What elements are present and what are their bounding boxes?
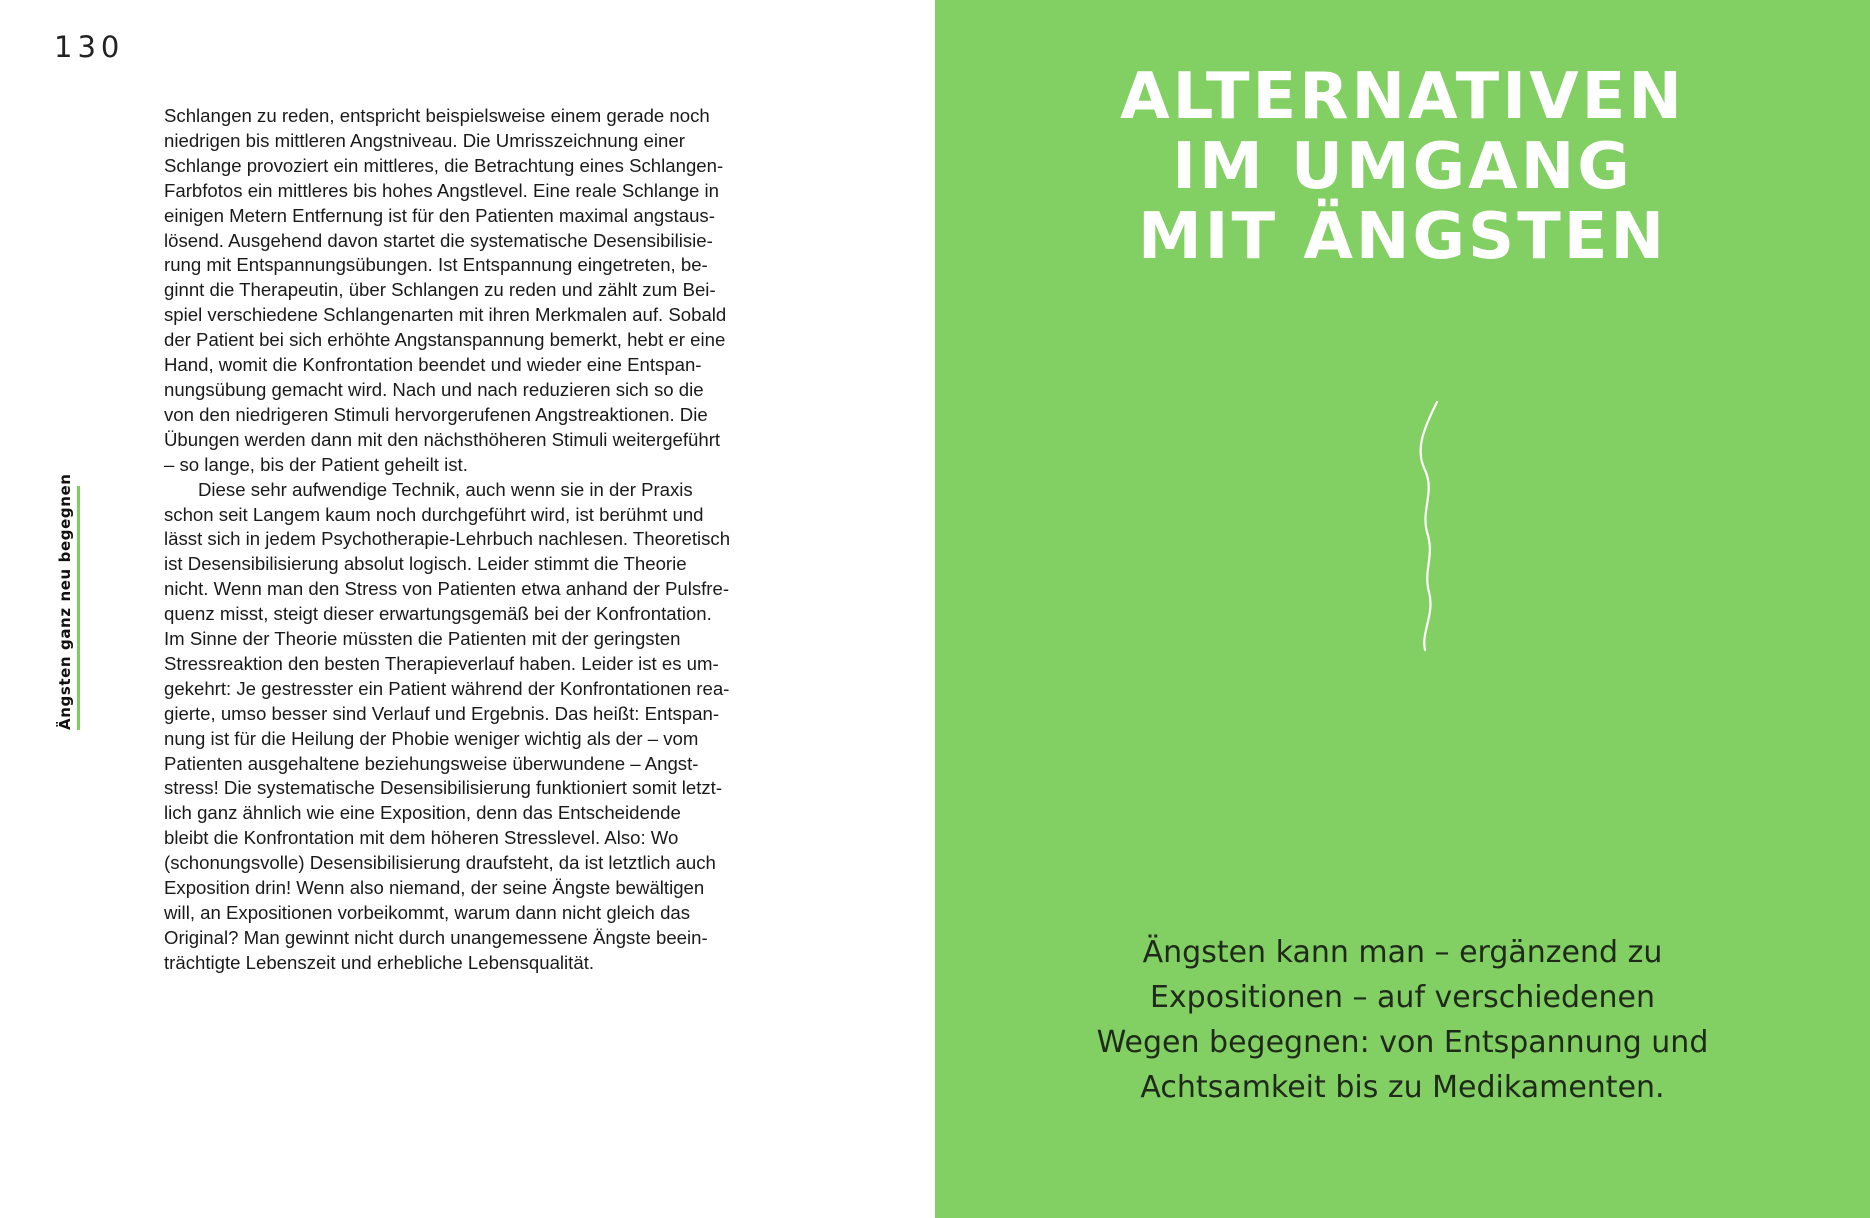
body-line: nicht. Wenn man den Stress von Patienten etwa anhand der Pulsfre- bbox=[164, 578, 730, 600]
teaser-line: Achtsamkeit bis zu Medikamenten. bbox=[1140, 1070, 1665, 1105]
body-line: Hand, womit die Konfrontation beendet und wieder eine Entspan- bbox=[164, 354, 702, 376]
right-page bbox=[935, 0, 1870, 1218]
body-line: der Patient bei sich erhöhte Angstanspannung bemerkt, hebt er eine bbox=[164, 329, 726, 351]
body-line: nung ist für die Heilung der Phobie weniger wichtig als der – vom bbox=[164, 727, 699, 749]
body-line: lösend. Ausgehend davon startet die systematische Desensibilisie- bbox=[164, 229, 713, 251]
body-line: will, an Expositionen vorbeikommt, warum dann nicht gleich das bbox=[164, 902, 691, 923]
body-line: spiel verschiedene Schlangenarten mit ihren Merkmalen auf. Sobald bbox=[164, 304, 727, 326]
body-line: niedrigen bis mittleren Angstniveau. Die Umrisszeichnung einer bbox=[164, 129, 685, 151]
body-line: ginnt die Therapeutin, über Schlangen zu reden und zählt zum Bei- bbox=[164, 279, 716, 301]
body-line: Original? Man gewinnt nicht durch unangemessene Ängste beein- bbox=[164, 926, 708, 948]
body-line: Schlangen zu reden, entspricht beispielsweise einem gerade noch bbox=[164, 105, 710, 126]
body-line: Schlange provoziert ein mittleres, die Betrachtung eines Schlangen- bbox=[164, 154, 724, 176]
body-line: stress! Die systematische Desensibilisierung funktioniert somit letzt- bbox=[164, 777, 723, 799]
running-head-vertical: Ängsten ganz neu begegnen bbox=[54, 486, 80, 730]
page-number: 130 bbox=[54, 30, 125, 64]
body-line: ist Desensibilisierung absolut logisch. Leider stimmt die Theorie bbox=[164, 553, 687, 575]
chapter-teaser bbox=[935, 930, 1870, 1110]
body-line: rung mit Entspannungsübungen. Ist Entspannung eingetreten, be- bbox=[164, 254, 708, 276]
chapter-title bbox=[935, 62, 1870, 272]
body-line: gekehrt: Je gestresster ein Patient während der Konfrontationen rea- bbox=[164, 677, 730, 699]
body-line: (schonungsvolle) Desensibilisierung draufsteht, da ist letztlich auch bbox=[164, 852, 716, 874]
body-line: Im Sinne der Theorie müssten die Patienten mit der geringsten bbox=[164, 628, 681, 650]
body-line: gierte, umso besser sind Verlauf und Ergebnis. Das heißt: Entspan- bbox=[164, 702, 720, 724]
body-line: bleibt die Konfrontation mit dem höheren Stresslevel. Also: Wo bbox=[164, 827, 679, 849]
body-line: lässt sich in jedem Psychotherapie-Lehrbuch nachlesen. Theoretisch bbox=[164, 528, 731, 550]
body-line: Übungen werden dann mit den nächsthöheren Stimuli weitergeführt bbox=[164, 428, 721, 450]
body-line: einigen Metern Entfernung ist für den Patienten maximal angstaus- bbox=[164, 204, 715, 226]
body-line: Stressreaktion den besten Therapieverlauf haben. Leider ist es um- bbox=[164, 652, 719, 674]
chapter-title-line: IM UMGANG bbox=[1172, 130, 1633, 204]
body-line: – so lange, bis der Patient geheilt ist. bbox=[164, 453, 468, 475]
body-line: schon seit Langem kaum noch durchgeführt wird, ist berühmt und bbox=[164, 503, 704, 525]
body-line: von den niedrigeren Stimuli hervorgerufenen Angstreaktionen. Die bbox=[164, 403, 708, 425]
body-line: quenz misst, steigt dieser erwartungsgemäß bei der Konfrontation. bbox=[164, 603, 712, 625]
wavy-line-icon bbox=[1405, 400, 1445, 652]
teaser-line: Ängsten kann man – ergänzend zu bbox=[1142, 935, 1663, 970]
body-line: Exposition drin! Wenn also niemand, der seine Ängste bewältigen bbox=[164, 877, 705, 899]
body-line: trächtigte Lebenszeit und erhebliche Lebensqualität. bbox=[164, 951, 595, 973]
body-line: Patienten ausgehaltene beziehungsweise überwundene – Angst- bbox=[164, 752, 699, 774]
body-line: Farbfotos ein mittleres bis hohes Angstlevel. Eine reale Schlange in bbox=[164, 179, 720, 201]
chapter-title-line: MIT ÄNGSTEN bbox=[1137, 200, 1668, 274]
teaser-line: Wegen begegnen: von Entspannung und bbox=[1096, 1025, 1709, 1060]
body-line: nungsübung gemacht wird. Nach und nach reduzieren sich so die bbox=[164, 378, 704, 400]
teaser-line: Expositionen – auf verschiedenen bbox=[1149, 980, 1656, 1015]
chapter-title-line: ALTERNATIVEN bbox=[1120, 60, 1685, 134]
body-line: Diese sehr aufwendige Technik, auch wenn sie in der Praxis bbox=[198, 478, 693, 500]
body-line: lich ganz ähnlich wie eine Exposition, denn das Entscheidende bbox=[164, 802, 681, 824]
body-text bbox=[164, 104, 774, 976]
